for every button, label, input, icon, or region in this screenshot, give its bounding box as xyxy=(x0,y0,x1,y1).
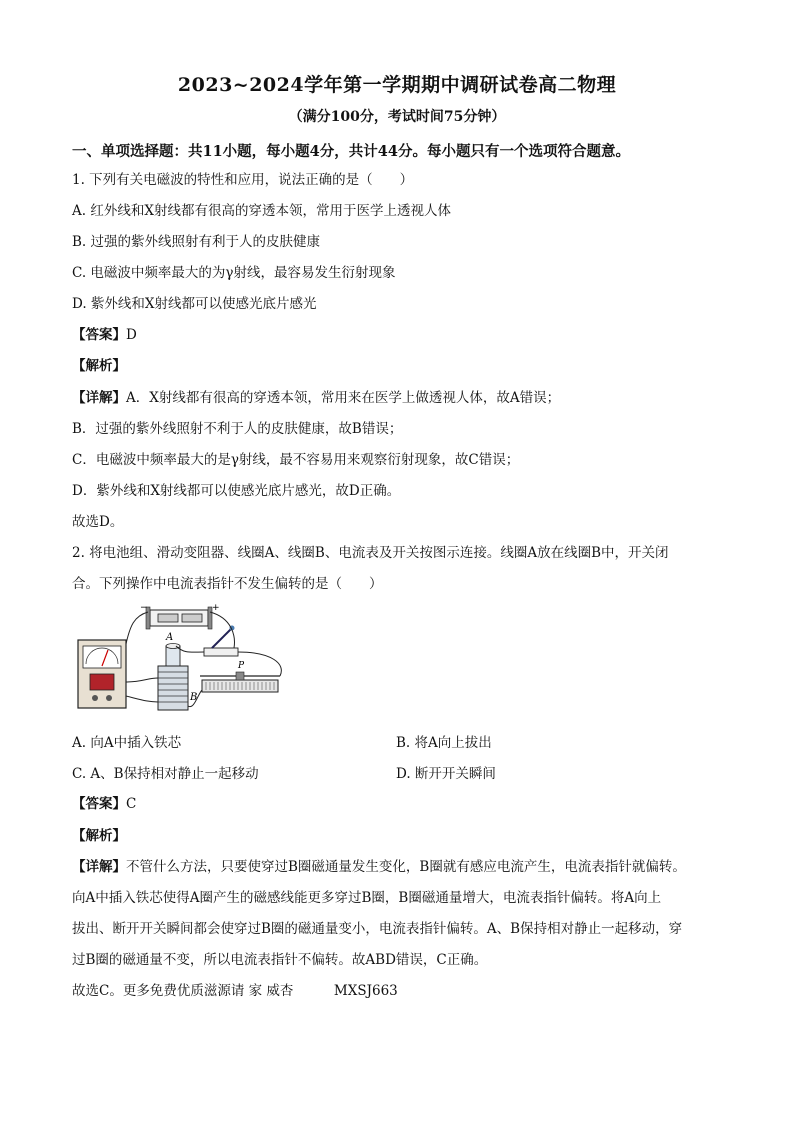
plus-terminal-label: + xyxy=(212,603,220,613)
q1-detail-d: D．紫外线和X射线都可以使感光底片感光，故D正确。 xyxy=(72,483,401,499)
page-title: 2023~2024学年第一学期期中调研试卷高二物理 xyxy=(177,74,617,96)
q1-answer xyxy=(72,325,137,345)
q2-option-c: C. A、B保持相对静止一起移动 xyxy=(72,766,259,782)
q2-stem-line-2: 合。下列操作中电流表指针不发生偏转的是（ ） xyxy=(72,576,383,592)
coil-a-label: A xyxy=(166,632,174,643)
answer-label: 【答案】 xyxy=(72,796,126,812)
q2-stem-line-1: 2. 将电池组、滑动变阻器、线圈A、线圈B、电流表及开关按图示连接。线圈A放在线圈B中，开关闭 xyxy=(72,545,669,561)
minus-terminal-label: − xyxy=(140,603,148,613)
q2-option-a: A. 向A中插入铁芯 xyxy=(72,735,182,751)
answer-label: 【答案】 xyxy=(72,327,126,343)
q2-answer xyxy=(72,794,136,814)
detail-label: 【详解】 xyxy=(72,390,126,406)
exam-info: （满分100分，考试时间75分钟） xyxy=(288,109,506,125)
slider-label: P xyxy=(238,661,245,671)
q2-analysis-label: 【解析】 xyxy=(72,828,126,844)
q1-option-b: B. 过强的紫外线照射有利于人的皮肤健康 xyxy=(72,234,321,250)
detail-label: 【详解】 xyxy=(72,859,126,875)
circuit-diagram xyxy=(72,602,292,717)
q1-option-d: D. 紫外线和X射线都可以使感光底片感光 xyxy=(72,296,317,312)
coil-b-label: B xyxy=(190,692,198,703)
rheostat xyxy=(200,661,280,692)
q2-detail-line-3: 拔出、断开开关瞬间都会使穿过B圈的磁通量变小，电流表指针偏转。A、B保持相对静止一起移动，穿 xyxy=(72,921,683,937)
q1-conclusion: 故选D。 xyxy=(72,514,124,530)
ammeter xyxy=(78,640,126,708)
q2-conclusion: 故选C。更多免费优质滋源请 家 威杏 MXSJ663 xyxy=(72,983,398,999)
q2-detail-line-2: 向A中插入铁芯使得A圈产生的磁感线能更多穿过B圈，B圈磁通量增大，电流表指针偏转。将A向上 xyxy=(72,890,662,906)
q1-stem: 1. 下列有关电磁波的特性和应用，说法正确的是（ ） xyxy=(72,172,414,188)
q2-option-d: D. 断开开关瞬间 xyxy=(396,766,496,782)
q1-detail-c: C．电磁波中频率最大的是γ射线，最不容易用来观察衍射现象，故C错误； xyxy=(72,452,520,468)
q2-option-b: B. 将A向上拔出 xyxy=(396,735,492,751)
battery-pack xyxy=(140,603,220,629)
q2-detail-line-4: 过B圈的磁通量不变，所以电流表指针不偏转。故ABD错误，C正确。 xyxy=(72,952,488,968)
answer-value: D xyxy=(126,327,137,343)
coil-assembly xyxy=(158,632,197,710)
answer-value: C xyxy=(126,796,137,812)
q1-analysis-label: 【解析】 xyxy=(72,358,126,374)
q1-option-c: C. 电磁波中频率最大的为γ射线，最容易发生衍射现象 xyxy=(72,265,396,281)
q1-option-a: A. 红外线和X射线都有很高的穿透本领，常用于医学上透视人体 xyxy=(72,203,451,219)
switch xyxy=(204,626,238,657)
section-heading: 一、单项选择题：共11小题，每小题4分，共计44分。每小题只有一个选项符合题意。 xyxy=(72,143,630,160)
q1-detail-a: 【详解】A．X射线都有很高的穿透本领，常用来在医学上做透视人体，故A错误； xyxy=(72,390,561,406)
q1-detail-b: B．过强的紫外线照射不利于人的皮肤健康，故B错误； xyxy=(72,421,403,437)
q2-detail-line-1: 【详解】不管什么方法，只要使穿过B圈磁通量发生变化，B圈就有感应电流产生，电流表指针就偏转。 xyxy=(72,859,686,875)
